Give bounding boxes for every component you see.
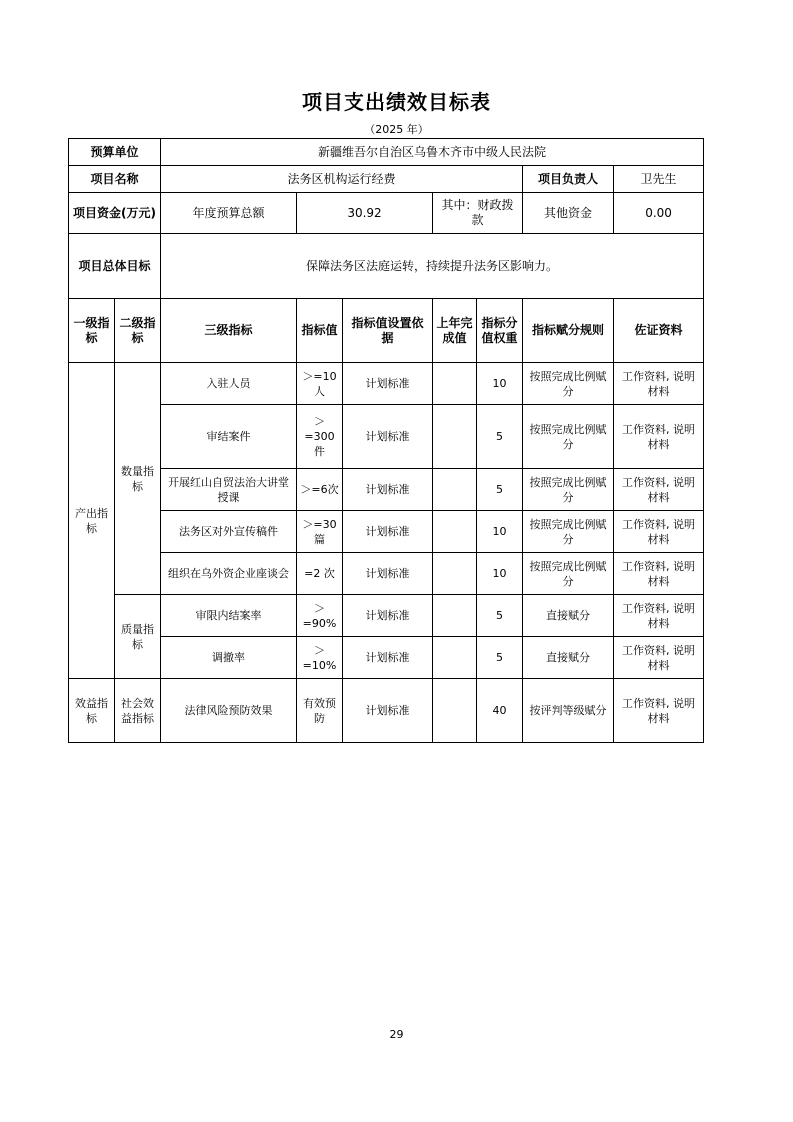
indicator-basis: 计划标准 [343,363,433,405]
scoring-rule: 按评判等级赋分 [523,679,614,743]
annual-budget-label: 年度预算总额 [161,193,297,234]
header-weight: 指标分值权重 [477,299,523,363]
level3-indicator: 法务区对外宣传稿件 [161,511,297,553]
performance-table [68,138,704,743]
table-row [69,679,704,743]
header-basis: 指标值设置依据 [343,299,433,363]
level3-indicator: 审限内结案率 [161,595,297,637]
level3-indicator: 入驻人员 [161,363,297,405]
page-number: 29 [389,1028,404,1041]
project-leader-label: 项目负责人 [523,166,614,193]
level3-indicator: 组织在乌外资企业座谈会 [161,553,297,595]
prev-value [433,637,477,679]
budget-unit-label: 预算单位 [69,139,161,166]
indicator-weight: 5 [477,469,523,511]
budget-unit-value: 新疆维吾尔自治区乌鲁木齐市中级人民法院 [161,139,704,166]
indicator-value: ＞=30篇 [297,511,343,553]
page-title: 项目支出绩效目标表 [302,90,491,114]
header-evidence: 佐证资料 [614,299,704,363]
scoring-rule: 按照完成比例赋分 [523,405,614,469]
prev-value [433,511,477,553]
scoring-rule: 直接赋分 [523,595,614,637]
prev-value [433,363,477,405]
table-row [69,469,704,511]
header-rule: 指标赋分规则 [523,299,614,363]
scoring-rule: 按照完成比例赋分 [523,511,614,553]
indicator-weight: 40 [477,679,523,743]
scoring-rule: 按照完成比例赋分 [523,363,614,405]
year-label: （2025 年） [364,123,429,136]
annual-budget-value: 30.92 [297,193,433,234]
funds-label: 项目资金(万元) [69,193,161,234]
level3-indicator: 法律风险预防效果 [161,679,297,743]
indicator-value: ＞=6次 [297,469,343,511]
project-leader-value: 卫先生 [614,166,704,193]
indicator-basis: 计划标准 [343,511,433,553]
header-prev: 上年完成值 [433,299,477,363]
level2-quantity: 数量指标 [115,363,161,595]
indicator-value: ＞=10人 [297,363,343,405]
indicator-value: ＞=10% [297,637,343,679]
indicator-basis: 计划标准 [343,679,433,743]
level1-output: 产出指标 [69,363,115,679]
level1-benefit: 效益指标 [69,679,115,743]
indicator-weight: 5 [477,405,523,469]
overall-goal-value: 保障法务区法庭运转，持续提升法务区影响力。 [161,234,704,299]
prev-value [433,595,477,637]
table-row [69,595,704,637]
level3-indicator: 开展红山自贸法治大讲堂授课 [161,469,297,511]
indicator-basis: 计划标准 [343,595,433,637]
table-row [69,511,704,553]
evidence: 工作资料, 说明材料 [614,637,704,679]
evidence: 工作资料, 说明材料 [614,679,704,743]
scoring-rule: 按照完成比例赋分 [523,553,614,595]
scoring-rule: 按照完成比例赋分 [523,469,614,511]
prev-value [433,469,477,511]
indicator-value: ＞=90% [297,595,343,637]
indicator-weight: 10 [477,511,523,553]
overall-goal-label: 项目总体目标 [69,234,161,299]
indicator-basis: 计划标准 [343,637,433,679]
other-funds-label: 其他资金 [523,193,614,234]
level2-quality: 质量指标 [115,595,161,679]
project-name-label: 项目名称 [69,166,161,193]
project-name-value: 法务区机构运行经费 [161,166,523,193]
table-row [69,553,704,595]
indicator-value: 有效预防 [297,679,343,743]
evidence: 工作资料, 说明材料 [614,553,704,595]
table-row [69,405,704,469]
header-value: 指标值 [297,299,343,363]
header-level1: 一级指标 [69,299,115,363]
evidence: 工作资料, 说明材料 [614,511,704,553]
other-funds-value: 0.00 [614,193,704,234]
evidence: 工作资料, 说明材料 [614,363,704,405]
header-level2: 二级指标 [115,299,161,363]
prev-value [433,405,477,469]
prev-value [433,553,477,595]
indicator-basis: 计划标准 [343,405,433,469]
level3-indicator: 审结案件 [161,405,297,469]
scoring-rule: 直接赋分 [523,637,614,679]
evidence: 工作资料, 说明材料 [614,595,704,637]
header-level3: 三级指标 [161,299,297,363]
level2-social-benefit: 社会效益指标 [115,679,161,743]
evidence: 工作资料, 说明材料 [614,469,704,511]
fiscal-label: 其中：财政拨款 [433,193,523,234]
indicator-basis: 计划标准 [343,553,433,595]
evidence: 工作资料, 说明材料 [614,405,704,469]
indicator-weight: 5 [477,595,523,637]
indicator-weight: 10 [477,553,523,595]
indicator-value: =2 次 [297,553,343,595]
level3-indicator: 调撤率 [161,637,297,679]
indicator-value: ＞=300件 [297,405,343,469]
indicator-basis: 计划标准 [343,469,433,511]
indicator-weight: 10 [477,363,523,405]
table-row [69,363,704,405]
prev-value [433,679,477,743]
table-row [69,637,704,679]
indicator-weight: 5 [477,637,523,679]
